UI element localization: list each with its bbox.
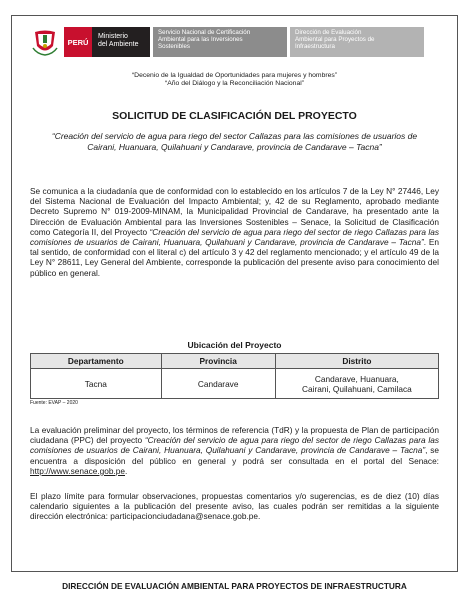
notice-frame [11, 15, 458, 572]
cell-departamento: Tacna [31, 369, 162, 399]
table-source: Fuente: EVAP – 2020 [30, 400, 78, 406]
ministerio-label: Ministerio del Ambiente [92, 27, 150, 57]
cell-provincia: Candarave [161, 369, 275, 399]
table-row [31, 369, 439, 399]
institutional-header [30, 27, 424, 57]
senace-label: Servicio Nacional de Certificación Ambiental para las Inversiones Sostenibles [153, 27, 287, 57]
paragraph-evaluation: La evaluación preliminar del proyecto, los términos de referencia (TdR) y la propuesta de Plan de participación ciudadana (PPC) del proyecto “Creación del servicio de agua para riego del sector de riego Callazas para las comisiones de usuarios de Cairani, Huanuara, Quilahuani y Candarave, provincia de Candarave – Tacna”, se encuentra a disposición del público en general y podrá ser consultada en el portal del Senace: http://www.senace.gob.pe. [30, 425, 440, 476]
table-header-row [31, 354, 439, 369]
paragraph-deadline: El plazo límite para formular observaciones, propuestas comentarios y/o sugerencias, es de diez (10) días calendario siguientes a la publicación del presente aviso, las cuales podrán ser remitidas a la siguiente dirección electrónica: participacionciudadana@senace.gob.pe. [30, 491, 439, 522]
project-subtitle: “Creación del servicio de agua para riego del sector Callazas para las comisiones de usuarios de Cairani, Huanuara, Quilahuani y Candarave, provincia de Candarave – Tacna” [51, 131, 418, 152]
document-title: SOLICITUD DE CLASIFICACIÓN DEL PROYECTO [112, 110, 357, 122]
peru-coat-of-arms-icon [30, 27, 60, 57]
peru-label: PERÚ [64, 27, 92, 57]
footer-direction: DIRECCIÓN DE EVALUACIÓN AMBIENTAL PARA PROYECTOS DE INFRAESTRUCTURA [62, 581, 407, 591]
direccion-label: Dirección de Evaluación Ambiental para Proyectos de Infraestructura [290, 27, 424, 57]
header-distrito: Distrito [275, 354, 438, 369]
paragraph-communication: Se comunica a la ciudadanía que de conformidad con lo establecido en los artículos 7 de la Ley N° 27446, Ley del Sistema Nacional de Evaluación del Impacto Ambiental; y, 42 de su Reglamento, aprobado mediante Decreto Supremo N° 019-2009-MINAM, la Municipalidad Provincial de Candarave, ha presentado ante la Dirección de Evaluación Ambiental para las Inversiones Sostenibles – Senace, la Solicitud de Clasificación como Categoría II, del Proyecto “Creación del servicio de agua para riego del sector de riego Callazas para las comisiones de usuarios de Cairani, Huanuara, Quilahuani y Candarave, provincia de Candarave – Tacna”. En tal sentido, de conformidad con el literal c) del artículo 3 y 42 del reglamento mencionado; y el artículo 49 de la Ley N° 28611, Ley General del Ambiente, corresponde la publicación del presente aviso para conocimiento del público en general. [30, 186, 440, 278]
location-table [30, 353, 439, 399]
header-provincia: Provincia [161, 354, 275, 369]
cell-distrito: Candarave, Huanuara, Cairani, Quilahuani, Camilaca [275, 369, 438, 399]
senace-link[interactable]: http://www.senace.gob.pe [30, 465, 126, 476]
header-departamento: Departamento [31, 354, 162, 369]
decenio-text: “Decenio de la Igualdad de Oportunidades para mujeres y hombres” “Año del Diálogo y la Reconciliación Nacional” [131, 72, 338, 87]
location-table-title: Ubicación del Proyecto [187, 340, 282, 350]
